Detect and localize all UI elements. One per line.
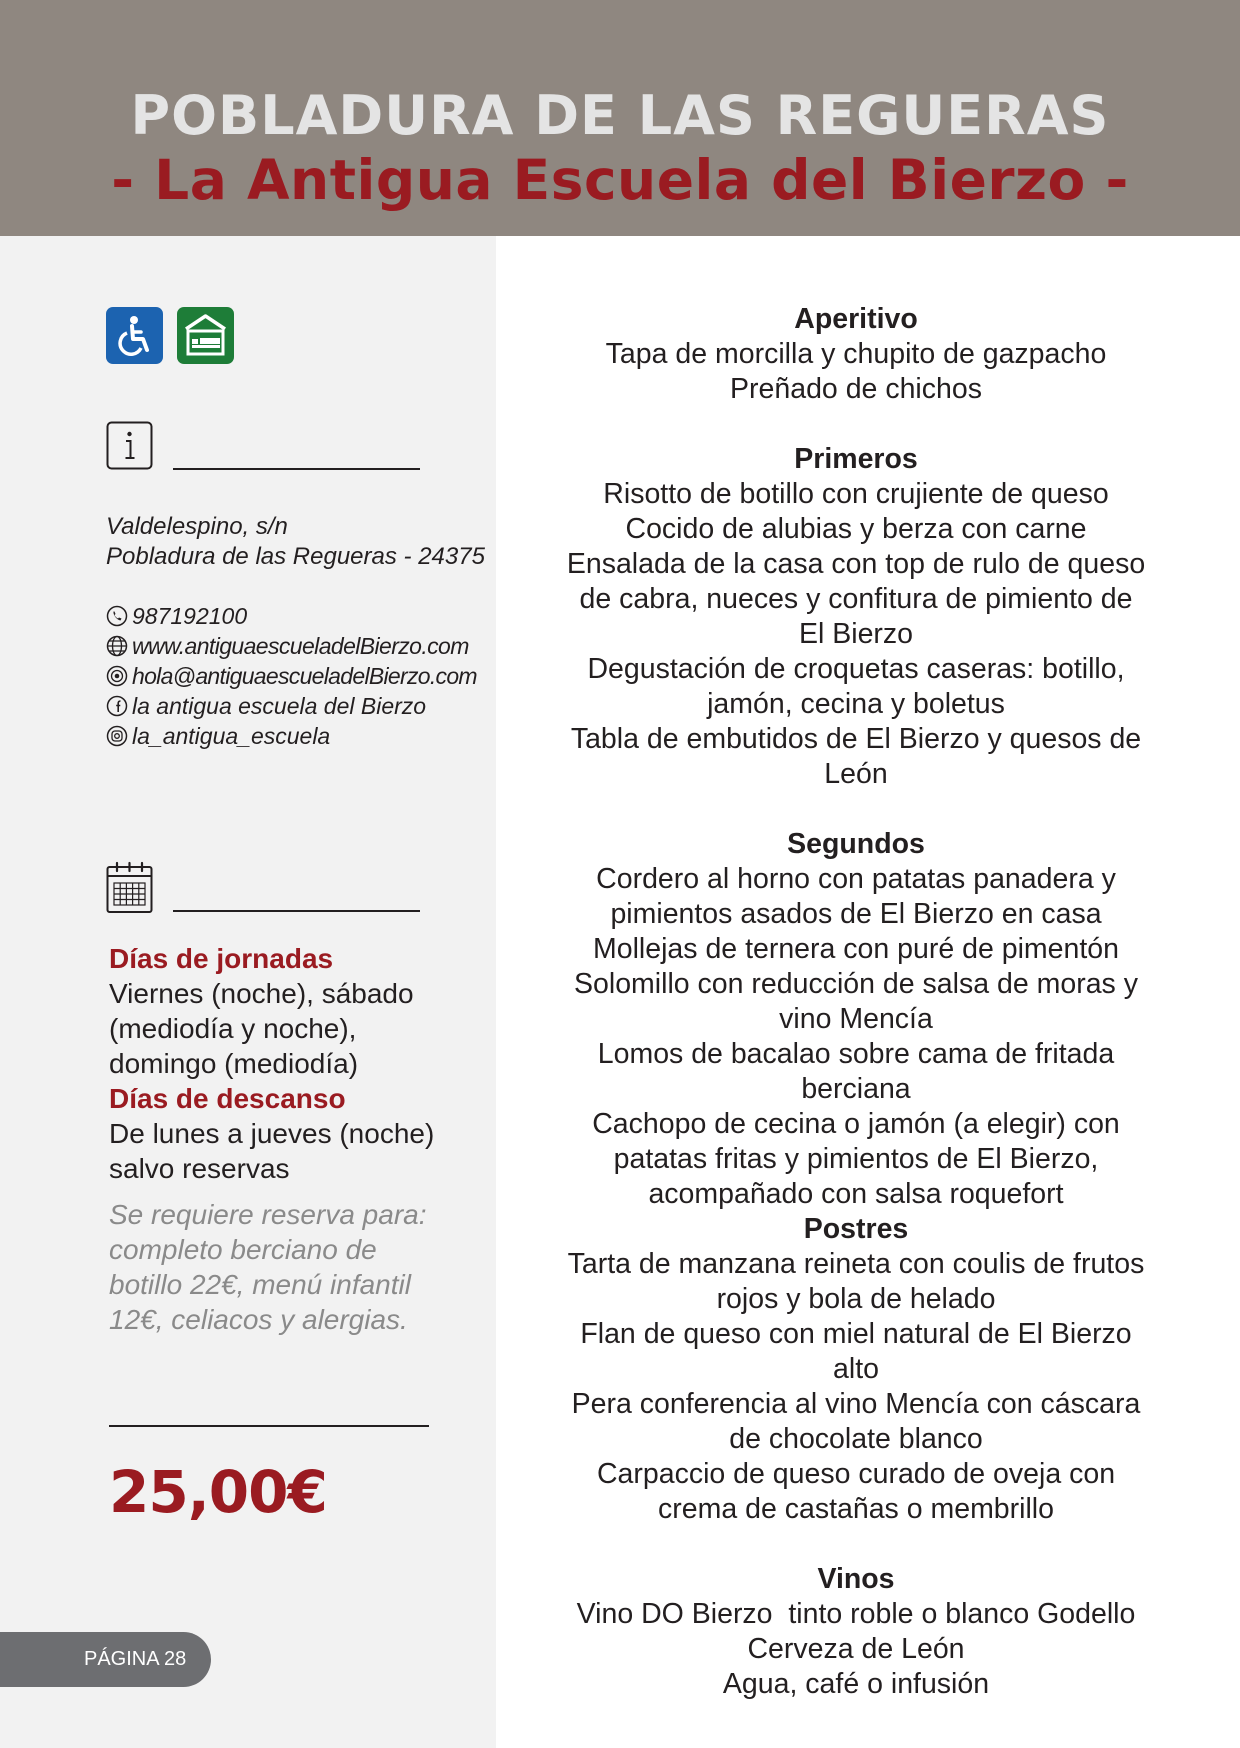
menu-item: rojos y bola de helado [716, 1283, 996, 1315]
instagram-row [106, 721, 496, 751]
web-row [106, 631, 496, 661]
info-icon [106, 421, 153, 470]
address-street: Valdelespino, s/n [106, 513, 288, 540]
menu-item: El Bierzo [798, 618, 914, 650]
contact-list [106, 601, 496, 751]
working-days-line: Viernes (noche), sábado [109, 978, 414, 1009]
working-days-line: domingo (mediodía) [109, 1048, 359, 1079]
menu-item: Tarta de manzana reineta con coulis de frutos [567, 1248, 1145, 1280]
address-block [106, 512, 496, 572]
rest-days-line: De lunes a jueves (noche) [109, 1118, 435, 1149]
menu-item: patatas fritas y pimientos de El Bierzo, [613, 1143, 1099, 1175]
venue-location-title: POBLADURA DE LAS REGUERAS [130, 84, 1110, 147]
globe-icon [106, 635, 128, 657]
segundos-heading: Segundos [787, 828, 925, 860]
reservation-note-line: Se requiere reserva para: [109, 1199, 427, 1230]
menu-item: crema de castañas o membrillo [658, 1493, 1054, 1525]
menu-item: jamón, cecina y boletus [707, 688, 1005, 720]
menu-item: Carpaccio de queso curado de oveja con [596, 1458, 1116, 1490]
menu-item: Degustación de croquetas caseras: botillo, [587, 653, 1125, 685]
reservation-note-line: completo berciano de [109, 1234, 377, 1265]
menu-item: Cerveza de León [747, 1633, 965, 1665]
facebook-row [106, 691, 496, 721]
calendar-divider [173, 910, 420, 912]
menu-item: Ensalada de la casa con top de rulo de queso [566, 548, 1146, 580]
calendar-icon [106, 861, 153, 914]
address-town: Pobladura de las Regueras - 24375 [106, 543, 485, 570]
at-icon [106, 665, 128, 687]
menu-item: Vino DO Bierzo tinto roble o blanco Godello [576, 1598, 1136, 1630]
phone-row [106, 601, 496, 631]
menu-item: Flan de queso con miel natural de El Bierzo [580, 1318, 1132, 1350]
menu-item: Mollejas de ternera con puré de pimentón [593, 933, 1119, 965]
rest-days-label: Días de descanso [109, 1083, 346, 1114]
menu-item: León [824, 758, 888, 790]
page-header [0, 0, 1240, 236]
wheelchair-icon [106, 307, 163, 364]
working-days-label: Días de jornadas [109, 943, 334, 974]
menu-item: Pera conferencia al vino Mencía con cáscara [571, 1388, 1141, 1420]
facebook-link[interactable]: la antigua escuela del Bierzo [132, 693, 427, 719]
email-link[interactable]: hola@antiguaescueladelBierzo.com [132, 663, 477, 689]
menu-item: Tabla de embutidos de El Bierzo y quesos de [570, 723, 1142, 755]
postres-heading: Postres [803, 1213, 909, 1245]
price-divider [109, 1425, 429, 1427]
menu-list [556, 302, 1156, 1702]
menu-item: Risotto de botillo con crujiente de queso [603, 478, 1109, 510]
email-row [106, 661, 496, 691]
aperitivo-heading: Aperitivo [794, 303, 918, 335]
menu-item: pimientos asados de El Bierzo en casa [610, 898, 1102, 930]
instagram-link[interactable]: la_antigua_escuela [132, 723, 331, 749]
menu-item: Cachopo de cecina o jamón (a elegir) con [592, 1108, 1120, 1140]
primeros-heading: Primeros [794, 443, 918, 475]
working-days-line: (mediodía y noche), [109, 1013, 357, 1044]
instagram-icon [106, 725, 128, 747]
vinos-heading: Vinos [817, 1563, 895, 1595]
menu-item: Agua, café o infusión [722, 1668, 990, 1700]
menu-item: Tapa de morcilla y chupito de gazpacho [605, 338, 1107, 370]
menu-item: de chocolate blanco [729, 1423, 983, 1455]
reservation-note [109, 1197, 439, 1337]
page-number-tab: PÁGINA 28 [0, 1632, 211, 1687]
facebook-icon [106, 695, 128, 717]
menu-item: de cabra, nueces y confitura de pimiento de [579, 583, 1133, 615]
schedule-block [109, 941, 489, 1186]
website-link[interactable]: www.antiguaescueladelBierzo.com [132, 633, 469, 659]
reservation-note-line: 12€, celiacos y alergias. [109, 1304, 408, 1335]
reservation-note-line: botillo 22€, menú infantil [109, 1269, 411, 1300]
bed-icon [177, 307, 234, 364]
phone-icon [106, 605, 128, 627]
phone-number[interactable]: 987192100 [132, 603, 248, 629]
rest-days-line: salvo reservas [109, 1153, 290, 1184]
menu-item: Cocido de alubias y berza con carne [625, 513, 1087, 545]
menu-item: Cordero al horno con patatas panadera y [596, 863, 1116, 895]
menu-item: Solomillo con reducción de salsa de moras y [574, 968, 1138, 1000]
menu-item: vino Mencía [779, 1003, 933, 1035]
info-divider [173, 468, 420, 470]
menu-price: 25,00€ [109, 1458, 327, 1526]
menu-item: Lomos de bacalao sobre cama de fritada [597, 1038, 1115, 1070]
venue-name-title: - La Antigua Escuela del Bierzo - [111, 148, 1129, 212]
menu-item: acompañado con salsa roquefort [648, 1178, 1064, 1210]
menu-item: berciana [801, 1073, 911, 1105]
menu-item: alto [833, 1353, 879, 1385]
menu-item: Preñado de chichos [730, 373, 982, 405]
